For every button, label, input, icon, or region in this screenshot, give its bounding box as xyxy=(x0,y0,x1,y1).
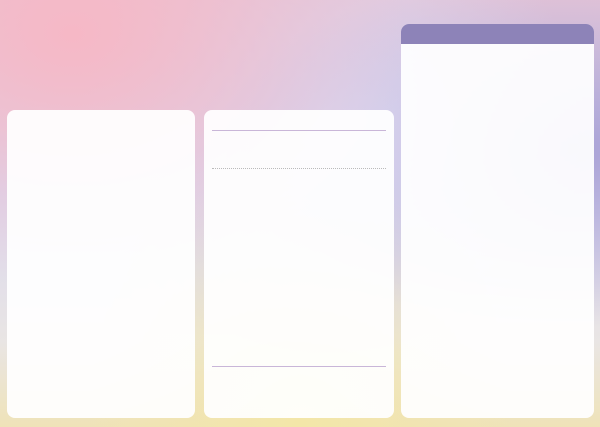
offering-title xyxy=(401,24,594,44)
divider xyxy=(212,168,386,169)
offering-panel xyxy=(401,24,594,418)
weekday-panel xyxy=(204,110,394,418)
page-title xyxy=(62,22,392,92)
divider xyxy=(212,366,386,367)
sunday-panel xyxy=(7,110,195,418)
divider xyxy=(212,130,386,131)
